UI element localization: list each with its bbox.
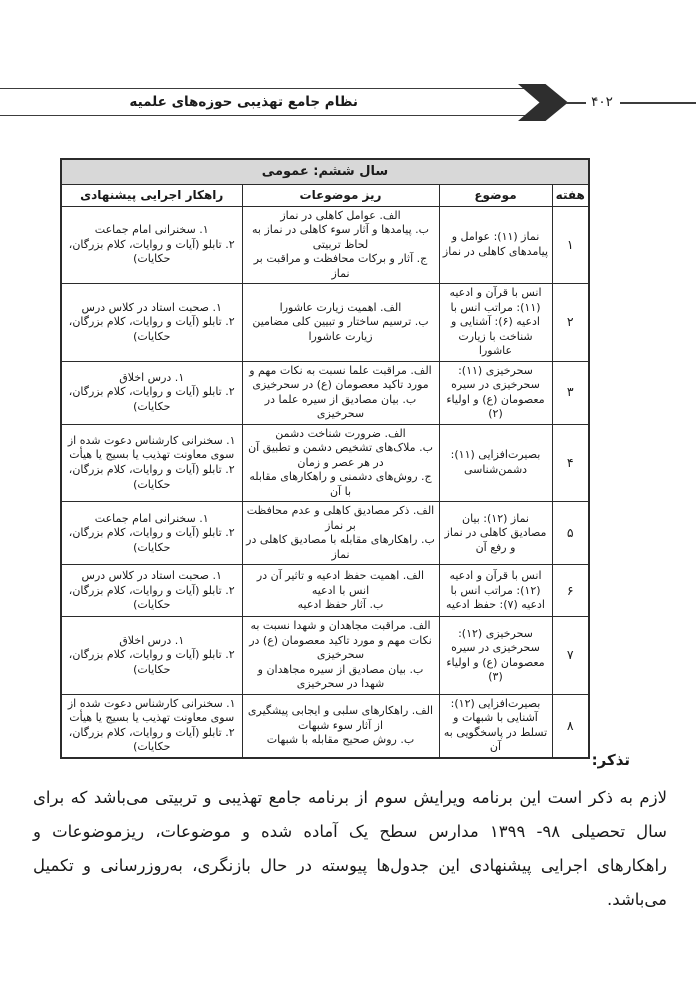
subtopic-item: ب. بیان مصادیق از سیره مجاهدان و شهدا در سحرخیزی <box>257 662 424 691</box>
solution-item: ۲. تابلو (آیات و روایات، کلام بزرگان، حکایات) <box>68 463 235 491</box>
solutions-cell <box>61 694 242 758</box>
subtopic-item: ب. آثار حفظ ادعیه <box>297 598 384 612</box>
solution-item: ۱. سخنرانی کارشناس دعوت شده از سوی معاونت تهذیب یا بسیج یا هیأت <box>67 433 236 462</box>
subtopic-item: الف. مراقبت علما نسبت به نکات مهم و مورد تاکید معصومان (ع) در سحرخیزی <box>249 363 432 392</box>
header-rule-long <box>620 102 696 104</box>
table-row <box>61 502 589 565</box>
schedule-table <box>60 158 590 759</box>
column-header-topic: موضوع <box>439 184 552 206</box>
solutions-cell <box>61 206 242 284</box>
table-caption-row <box>61 159 589 184</box>
subtopic-item: ب. ملاک‌های تشخیص دشمن و تطبیق آن در هر عصر و زمان <box>248 441 433 469</box>
subtopic-item: الف. راهکارهای سلبی و ایجابی پیشگیری از آثار سوء شبهات <box>247 704 434 732</box>
subtopics-cell <box>242 424 439 502</box>
table-row <box>61 206 589 284</box>
solution-item: ۱. صحبت استاد در کلاس درس <box>81 300 222 314</box>
week-cell: ۶ <box>552 565 589 617</box>
solution-item: ۲. تابلو (آیات و روایات، کلام بزرگان، حکایات) <box>68 583 235 612</box>
subtopic-item: الف. عوامل کاهلی در نماز <box>280 208 401 222</box>
solution-item: ۱. سخنرانی کارشناس دعوت شده از سوی معاونت تهذیب یا بسیج یا هیأت <box>67 696 236 725</box>
note-heading: تذکر: <box>591 751 630 769</box>
table-row <box>61 694 589 758</box>
topic-cell: سحرخیزی (۱۲): سحرخیزی در سیره معصومان (ع) و اولیاء (۳) <box>439 617 552 695</box>
solutions-cell <box>61 502 242 565</box>
column-header-week: هفته <box>552 184 589 206</box>
schedule-table-body <box>61 206 589 758</box>
solutions-cell <box>61 284 242 362</box>
week-cell: ۸ <box>552 694 589 758</box>
topic-cell: بصیرت‌افزایی (۱۱): دشمن‌شناسی <box>439 424 552 502</box>
subtopics-cell <box>242 284 439 362</box>
solution-item: ۲. تابلو (آیات و روایات، کلام بزرگان، حکایات) <box>68 526 235 554</box>
topic-cell: نماز (۱۱): عوامل و پیامدهای کاهلی در نماز <box>439 206 552 284</box>
solution-item: ۲. تابلو (آیات و روایات، کلام بزرگان، حکایات) <box>68 315 235 343</box>
table-row <box>61 424 589 502</box>
solution-item: ۲. تابلو (آیات و روایات، کلام بزرگان، حکایات) <box>68 385 235 413</box>
subtopic-item: الف. ذکر مصادیق کاهلی و عدم محافظت بر نماز <box>246 504 435 532</box>
subtopic-item: ج. روش‌های دشمنی و راهکارهای مقابله با آن <box>249 470 432 498</box>
week-cell: ۴ <box>552 424 589 502</box>
page-number: ۴۰۲ <box>591 94 613 110</box>
subtopic-item: الف. مراقبت مجاهدان و شهدا نسبت به نکات مهم و مورد تاکید معصومان (ع) در سحرخیزی <box>249 619 432 662</box>
table-row <box>61 565 589 617</box>
subtopics-cell <box>242 617 439 695</box>
solutions-cell <box>61 617 242 695</box>
solution-item: ۲. تابلو (آیات و روایات، کلام بزرگان، حکایات) <box>68 237 235 266</box>
topic-cell: بصیرت‌افزایی (۱۲): آشنایی با شبهات و تسلط در پاسخگویی به آن <box>439 694 552 758</box>
solution-item: ۲. تابلو (آیات و روایات، کلام بزرگان، حکایات) <box>68 725 235 754</box>
subtopics-cell <box>242 502 439 565</box>
page-title: نظام جامع تهذیبی حوزه‌های علمیه <box>129 94 358 110</box>
subtopic-item: ب. بیان مصادیق از سیره علما در سحرخیزی <box>264 392 417 421</box>
table-row <box>61 284 589 362</box>
topic-cell: انس با قرآن و ادعیه (۱۲): مراتب انس با ادعیه (۷): حفظ ادعیه <box>439 565 552 617</box>
solutions-cell <box>61 361 242 424</box>
subtopic-item: ج. آثار و برکات محافظت و مراقبت بر نماز <box>253 252 428 280</box>
subtopics-cell <box>242 565 439 617</box>
solution-item: ۱. سخنرانی امام جماعت <box>94 511 209 525</box>
week-cell: ۱ <box>552 206 589 284</box>
topic-cell: انس با قرآن و ادعیه (۱۱): مراتب انس با ادعیه (۶): آشنایی و شناخت با زیارت عاشورا <box>439 284 552 362</box>
topic-cell: نماز (۱۲): بیان مصادیق کاهلی در نماز و رفع آن <box>439 502 552 565</box>
table-caption: سال ششم: عمومی <box>61 159 589 184</box>
subtopic-item: الف. ضرورت شناخت دشمن <box>275 426 406 440</box>
topic-cell: سحرخیزی (۱۱): سحرخیزی در سیره معصومان (ع) و اولیاء (۲) <box>439 361 552 424</box>
solutions-cell <box>61 424 242 502</box>
column-header-subtopics: ریز موضوعات <box>242 184 439 206</box>
subtopics-cell <box>242 694 439 758</box>
week-cell: ۳ <box>552 361 589 424</box>
note-paragraph: لازم به ذکر است این برنامه ویرایش سوم از برنامه جامع تهذیبی و تربیتی می‌باشد که برای سال تحصیلی ۹۸- ۱۳۹۹ مدارس سطح یک آماده شده و موضوعات، ریزموضوعات و راهکارهای اجرایی پیشنهادی این جدول‌ها پیوسته در حال بازنگری، به‌روزرسانی و تکمیل می‌باشد. <box>33 788 668 909</box>
subtopics-cell <box>242 206 439 284</box>
table-row <box>61 361 589 424</box>
subtopic-item: ب. پیامدها و آثار سوء کاهلی در نماز به لحاظ تربیتی <box>252 223 429 251</box>
table-header-row <box>61 184 589 206</box>
solution-item: ۱. درس اخلاق <box>119 633 185 647</box>
subtopic-item: الف. اهمیت حفظ ادعیه و تاثیر آن در انس با ادعیه <box>256 569 425 597</box>
solution-item: ۱. درس اخلاق <box>119 370 185 384</box>
week-cell: ۲ <box>552 284 589 362</box>
solutions-cell <box>61 565 242 617</box>
table-row <box>61 617 589 695</box>
header-band <box>0 88 533 116</box>
column-header-solutions: راهکار اجرایی پیشنهادی <box>61 184 242 206</box>
header-rule-short <box>566 102 586 104</box>
solution-item: ۲. تابلو (آیات و روایات، کلام بزرگان، حکایات) <box>68 648 235 676</box>
week-cell: ۷ <box>552 617 589 695</box>
solution-item: ۱. صحبت استاد در کلاس درس <box>81 569 222 583</box>
solution-item: ۱. سخنرانی امام جماعت <box>94 223 209 237</box>
week-cell: ۵ <box>552 502 589 565</box>
subtopic-item: ب. راهکارهای مقابله با مصادیق کاهلی در نماز <box>246 533 435 561</box>
subtopic-item: ب. روش صحیح مقابله با شبهات <box>266 733 415 747</box>
subtopic-item: ب. ترسیم ساختار و تبیین کلی مضامین زیارت عاشورا <box>252 315 429 343</box>
subtopic-item: الف. اهمیت زیارت عاشورا <box>279 300 402 314</box>
subtopics-cell <box>242 361 439 424</box>
